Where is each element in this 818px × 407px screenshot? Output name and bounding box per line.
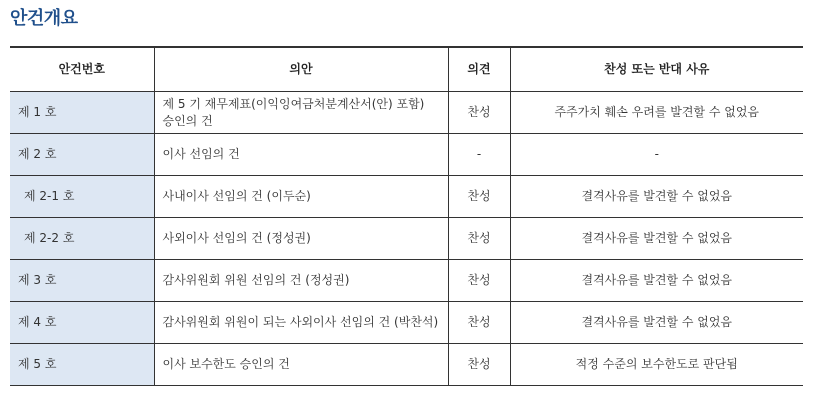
table-row xyxy=(10,302,803,344)
header-agenda-number: 안건번호 xyxy=(10,47,154,92)
header-reason: 찬성 또는 반대 사유 xyxy=(510,47,803,92)
header-agenda: 의안 xyxy=(154,47,448,92)
agenda-table xyxy=(10,46,803,386)
table-header-row xyxy=(10,47,803,92)
reason-cell: 주주가치 훼손 우려를 발견할 수 없었음 xyxy=(510,92,803,134)
table-row xyxy=(10,176,803,218)
agenda-cell: 사내이사 선임의 건 (이두순) xyxy=(154,176,448,218)
reason-cell: 결격사유를 발견할 수 없었음 xyxy=(510,302,803,344)
reason-cell: 결격사유를 발견할 수 없었음 xyxy=(510,218,803,260)
table-row xyxy=(10,218,803,260)
opinion-cell: 찬성 xyxy=(448,92,510,134)
reason-cell: - xyxy=(510,134,803,176)
agenda-number-cell: 제 3 호 xyxy=(10,260,154,302)
reason-cell: 결격사유를 발견할 수 없었음 xyxy=(510,260,803,302)
agenda-number-cell: 제 2-2 호 xyxy=(10,218,154,260)
agenda-number-cell: 제 1 호 xyxy=(10,92,154,134)
table-row xyxy=(10,134,803,176)
opinion-cell: 찬성 xyxy=(448,176,510,218)
agenda-cell: 제 5 기 재무제표(이익잉여금처분계산서(안) 포함) 승인의 건 xyxy=(154,92,448,134)
agenda-cell: 이사 보수한도 승인의 건 xyxy=(154,344,448,386)
agenda-cell: 이사 선임의 건 xyxy=(154,134,448,176)
opinion-cell: 찬성 xyxy=(448,302,510,344)
agenda-cell: 사외이사 선임의 건 (정성권) xyxy=(154,218,448,260)
table-row xyxy=(10,260,803,302)
table-row xyxy=(10,92,803,134)
opinion-cell: 찬성 xyxy=(448,218,510,260)
agenda-cell: 감사위원회 위원이 되는 사외이사 선임의 건 (박찬석) xyxy=(154,302,448,344)
agenda-number-cell: 제 4 호 xyxy=(10,302,154,344)
page-title: 안건개요 xyxy=(10,8,78,29)
reason-cell: 적정 수준의 보수한도로 판단됨 xyxy=(510,344,803,386)
opinion-cell: 찬성 xyxy=(448,344,510,386)
opinion-cell: - xyxy=(448,134,510,176)
agenda-number-cell: 제 2 호 xyxy=(10,134,154,176)
opinion-cell: 찬성 xyxy=(448,260,510,302)
reason-cell: 결격사유를 발견할 수 없었음 xyxy=(510,176,803,218)
agenda-number-cell: 제 2-1 호 xyxy=(10,176,154,218)
header-opinion: 의견 xyxy=(448,47,510,92)
agenda-number-cell: 제 5 호 xyxy=(10,344,154,386)
agenda-cell: 감사위원회 위원 선임의 건 (정성권) xyxy=(154,260,448,302)
table-row xyxy=(10,344,803,386)
